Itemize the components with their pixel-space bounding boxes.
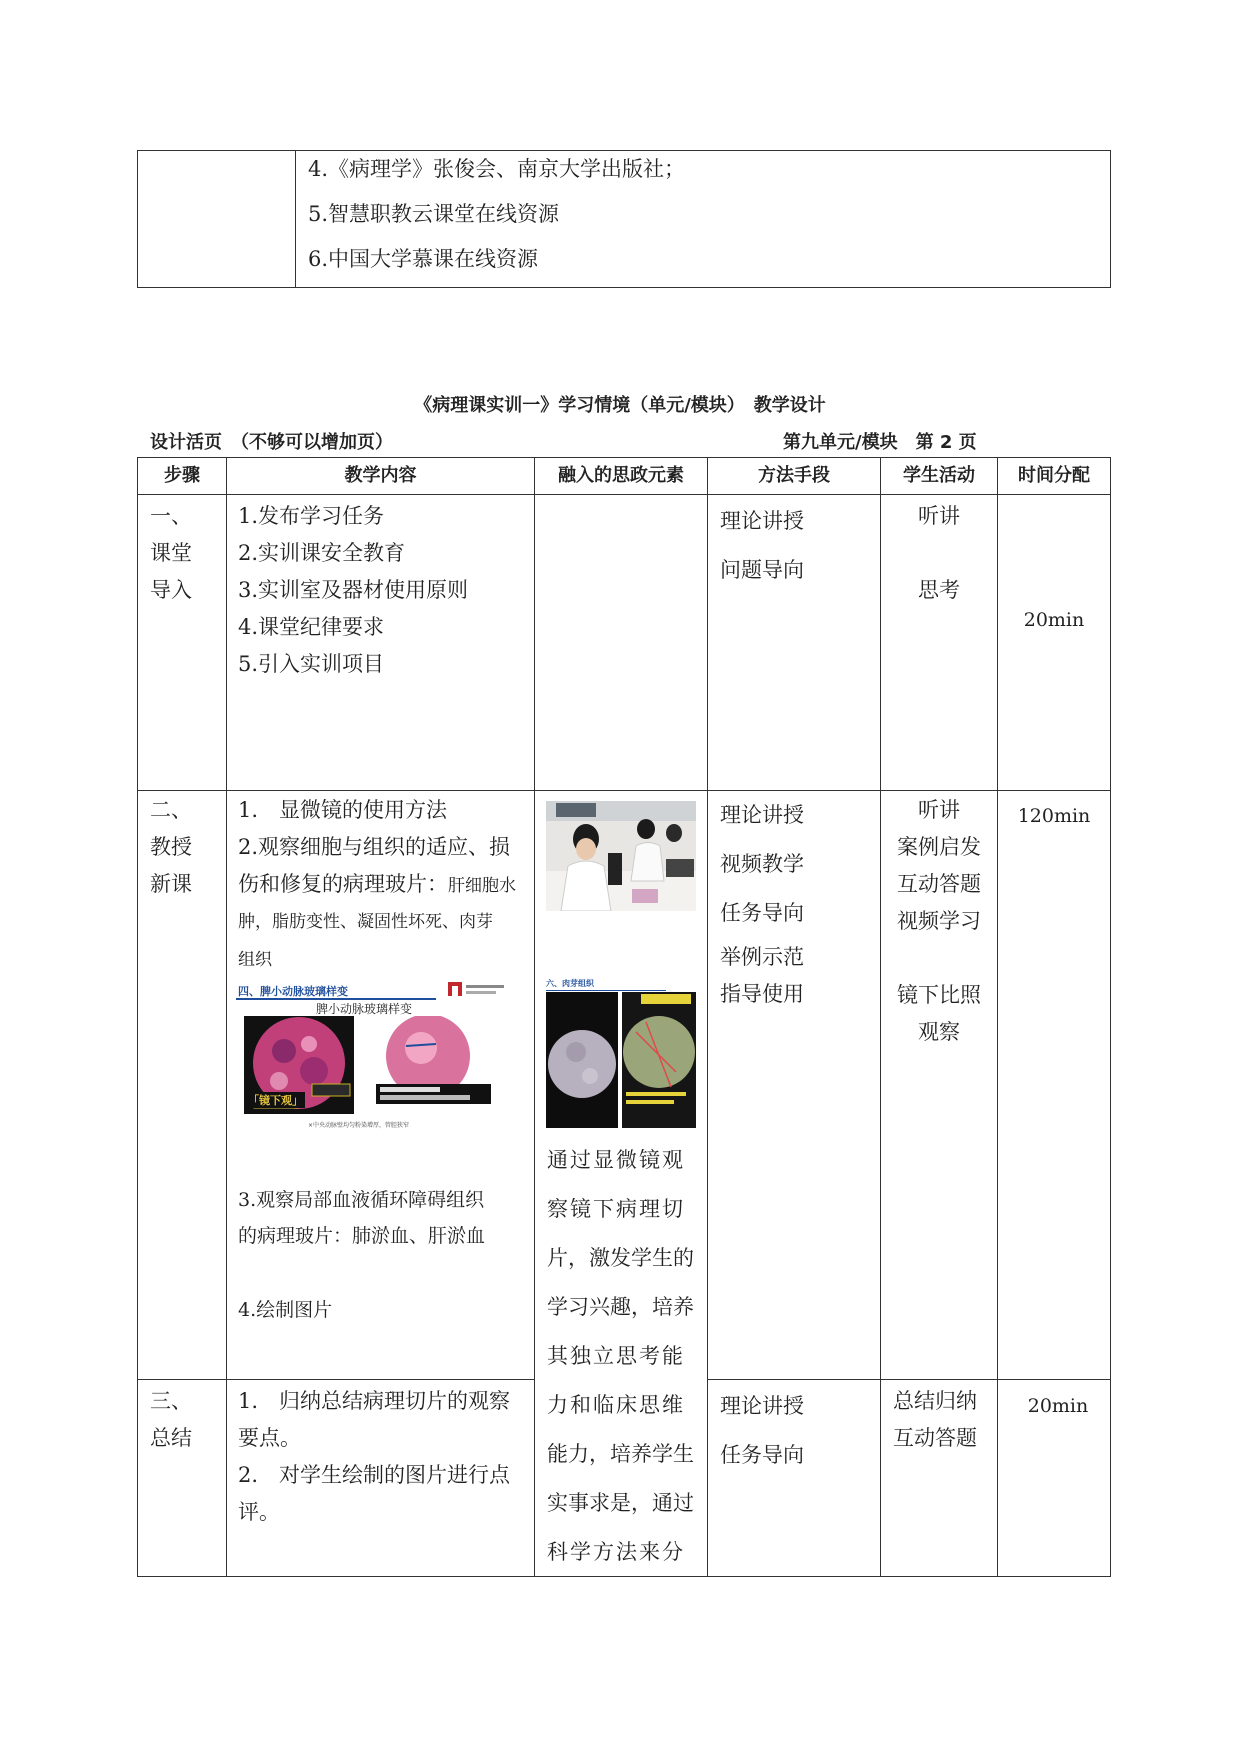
pathology-slide-image	[236, 980, 521, 1130]
ideology-text: 通过显微镜观	[547, 1148, 685, 1172]
activity-item: 听讲	[918, 798, 960, 822]
ideology-text: 力和临床思维	[547, 1393, 685, 1417]
content-item: 1. 显微镜的使用方法	[238, 798, 448, 822]
column-header-activities: 学生活动	[903, 465, 975, 486]
micrograph-right	[366, 1016, 496, 1114]
step-label: 导入	[150, 578, 192, 602]
ideology-text: 科学方法来分	[547, 1540, 685, 1564]
column-header-ideology: 融入的思政元素	[558, 465, 684, 486]
granulation-tissue-slide	[546, 978, 696, 1128]
method-item: 理论讲授	[720, 803, 804, 827]
activity-item: 互动答题	[897, 872, 981, 896]
content-item: 肿，脂肪变性、凝固性坏死、肉芽	[238, 912, 493, 932]
slide-subtitle: 脾小动脉玻璃样变	[316, 1002, 413, 1016]
classroom-photo	[546, 801, 696, 911]
method-item: 指导使用	[720, 982, 804, 1006]
step-label: 教授	[150, 835, 192, 859]
school-logo-icon	[446, 980, 506, 1000]
ideology-text: 能力，培养学生	[547, 1442, 694, 1466]
column-header-content: 教学内容	[344, 465, 417, 486]
slide-title: 六、肉芽组织	[546, 979, 594, 988]
reference-item: 6.中国大学慕课在线资源	[308, 247, 539, 271]
step-label: 二、	[150, 798, 192, 822]
design-sheet-label: 设计活页 （不够可以增加页）	[150, 432, 393, 453]
ideology-text: 学习兴趣，培养	[547, 1295, 694, 1319]
step-label: 总结	[150, 1426, 192, 1450]
time-allocation: 20min	[1023, 609, 1085, 631]
content-item: 组织	[238, 950, 272, 970]
column-header-time: 时间分配	[1018, 465, 1090, 486]
column-header-step: 步骤	[164, 465, 200, 486]
content-item: 3.观察局部血液循环障碍组织	[238, 1189, 485, 1211]
activity-item: 观察	[918, 1020, 960, 1044]
activity-item: 视频学习	[897, 909, 981, 933]
method-item: 任务导向	[720, 1443, 804, 1467]
content-item: 4.绘制图片	[238, 1299, 333, 1321]
reference-item: 4.《病理学》张俊会、南京大学出版社；	[308, 157, 686, 181]
method-item: 理论讲授	[720, 509, 804, 533]
ideology-text: 察镜下病理切	[547, 1197, 685, 1221]
content-item: 4.课堂纪律要求	[238, 615, 385, 639]
time-allocation: 20min	[1027, 1395, 1089, 1417]
content-item: 2. 对学生绘制的图片进行点	[238, 1463, 511, 1487]
step-label: 课堂	[150, 541, 192, 565]
ideology-text: 其独立思考能	[547, 1344, 685, 1368]
content-item: 要点。	[238, 1426, 301, 1450]
column-header-methods: 方法手段	[758, 465, 830, 486]
content-item: 2.观察细胞与组织的适应、损	[238, 835, 511, 859]
method-item: 任务导向	[720, 901, 804, 925]
content-item: 2.实训课安全教育	[238, 541, 406, 565]
activity-item: 听讲	[918, 504, 960, 528]
slide-caption: ×中央动脉壁均匀粉染增厚，管腔狭窄	[308, 1122, 410, 1129]
document-title: 《病理课实训一》学习情境（单元/模块） 教学设计	[414, 395, 826, 416]
activity-item: 镜下比照	[897, 983, 981, 1007]
content-item: 1. 归纳总结病理切片的观察	[238, 1389, 511, 1413]
method-item: 举例示范	[720, 945, 804, 969]
slide-label-microscopic: 「镜下观」	[248, 1094, 303, 1107]
step-label: 新课	[150, 872, 192, 896]
page-indicator: 第九单元/模块 第 2 页	[783, 432, 977, 453]
activity-item: 思考	[918, 578, 960, 602]
content-item: 肝细胞水	[448, 876, 516, 896]
ideology-text: 片，激发学生的	[547, 1246, 694, 1270]
reference-item: 5.智慧职教云课堂在线资源	[308, 202, 560, 226]
activity-item: 案例启发	[897, 835, 981, 859]
content-item: 3.实训室及器材使用原则	[238, 578, 469, 602]
method-item: 理论讲授	[720, 1394, 804, 1418]
content-item: 评。	[238, 1500, 280, 1524]
method-item: 问题导向	[720, 558, 804, 582]
content-item: 伤和修复的病理玻片：	[238, 872, 448, 896]
step-label: 三、	[150, 1389, 192, 1413]
content-item: 1.发布学习任务	[238, 504, 385, 528]
ideology-text: 实事求是，通过	[547, 1491, 694, 1515]
slide-title: 四、脾小动脉玻璃样变	[238, 985, 348, 998]
step-label: 一、	[150, 504, 192, 528]
content-item: 5.引入实训项目	[238, 652, 385, 676]
time-allocation: 120min	[1017, 805, 1091, 827]
activity-item: 总结归纳	[893, 1389, 977, 1413]
activity-item: 互动答题	[893, 1426, 977, 1450]
content-item: 的病理玻片：肺淤血、肝淤血	[238, 1225, 486, 1247]
method-item: 视频教学	[720, 852, 804, 876]
